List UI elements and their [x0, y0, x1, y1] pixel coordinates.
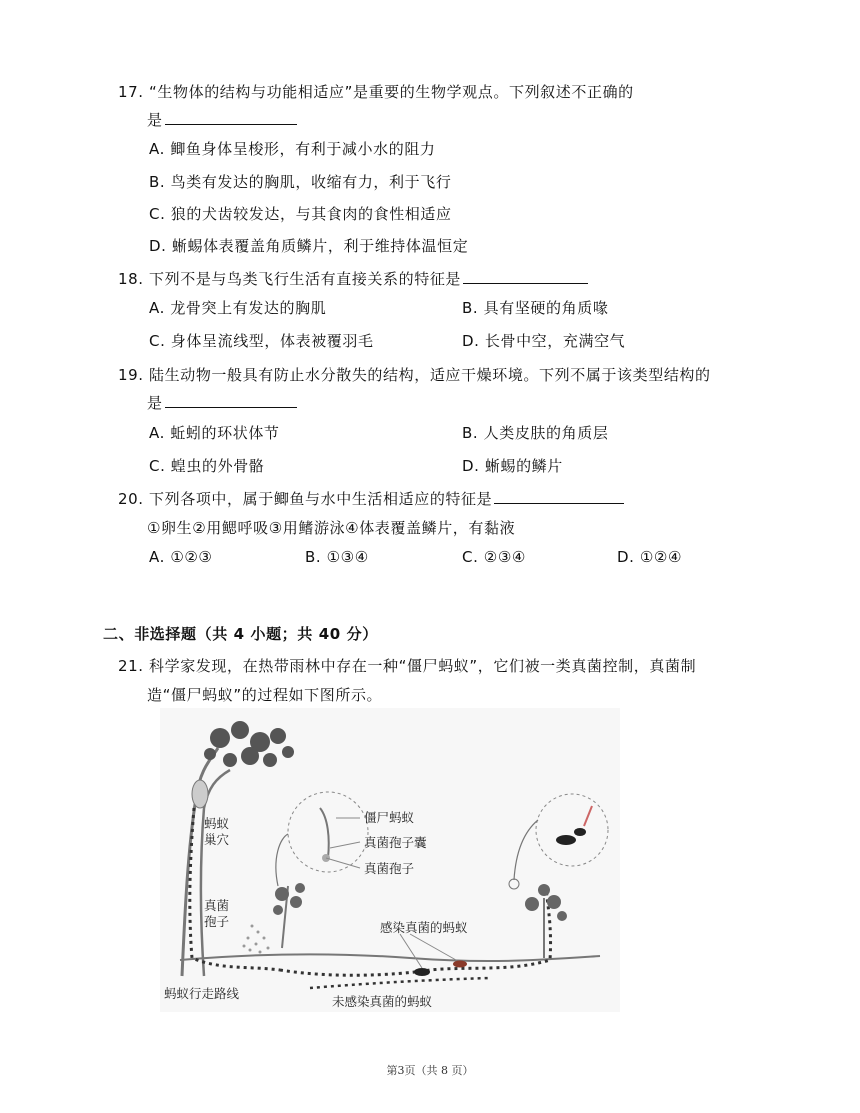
q20-answer-blank[interactable] [494, 489, 624, 504]
label-spore-sac: 真菌孢子囊 [364, 835, 427, 850]
q18-option-a: A. 龙骨突上有发达的胸肌 [149, 299, 327, 317]
q17-option-b: B. 鸟类有发达的胸肌，收缩有力，利于飞行 [149, 173, 452, 191]
q20-option-b: B. ①③④ [305, 548, 369, 566]
section2-title: 二、非选择题（共 4 小题；共 40 分） [103, 625, 378, 643]
q17-option-a: A. 鲫鱼身体呈梭形，有利于减小水的阻力 [149, 140, 436, 158]
q17-stem-line1: 17. “生物体的结构与功能相适应”是重要的生物学观点。下列叙述不正确的 [118, 83, 634, 101]
q19-answer-blank[interactable] [165, 393, 297, 408]
q19-option-c: C. 蝗虫的外骨骼 [149, 457, 265, 475]
page-footer: 第3页（共 8 页） [386, 1064, 474, 1077]
label-zombie-ant: 僵尸蚂蚁 [364, 810, 415, 825]
figure-illustration [160, 708, 620, 1012]
q18-option-b: B. 具有坚硬的角质喙 [462, 299, 609, 317]
q21-stem-line2: 造“僵尸蚂蚁”的过程如下图所示。 [147, 686, 383, 704]
q21-stem-line1: 21. 科学家发现，在热带雨林中存在一种“僵尸蚂蚁”，它们被一类真菌控制，真菌制 [118, 657, 697, 675]
q18-option-c: C. 身体呈流线型，体表被覆羽毛 [149, 332, 374, 350]
q20-stem-text: 20. 下列各项中，属于鲫鱼与水中生活相适应的特征是 [118, 490, 493, 508]
label-ant-path: 蚂蚁行走路线 [164, 986, 240, 1001]
label-infected-ant: 感染真菌的蚂蚁 [380, 920, 468, 935]
q19-stem-line2 [147, 393, 297, 413]
q20-option-d: D. ①②④ [617, 548, 683, 566]
q20-stem [118, 489, 624, 509]
q19-option-b: B. 人类皮肤的角质层 [462, 424, 609, 442]
q17-option-c: C. 狼的犬齿较发达，与其食肉的食性相适应 [149, 205, 452, 223]
q20-option-c: C. ②③④ [462, 548, 526, 566]
q17-stem-line2 [147, 110, 297, 130]
q20-items: ①卵生②用鳃呼吸③用鳍游泳④体表覆盖鳞片，有黏液 [147, 519, 516, 537]
q18-answer-blank[interactable] [463, 269, 588, 284]
q20-option-a: A. ①②③ [149, 548, 213, 566]
q17-stem-text: 是 [147, 111, 163, 129]
label-ant-nest: 蚂蚁 巢穴 [204, 816, 230, 847]
q17-option-d: D. 蜥蜴体表覆盖角质鳞片，利于维持体温恒定 [149, 237, 469, 255]
q19-option-d: D. 蜥蜴的鳞片 [462, 457, 563, 475]
q18-stem [118, 269, 588, 289]
q19-stem-text: 是 [147, 394, 163, 412]
q18-option-d: D. 长骨中空，充满空气 [462, 332, 626, 350]
q19-option-a: A. 蚯蚓的环状体节 [149, 424, 280, 442]
q18-stem-text: 18. 下列不是与鸟类飞行生活有直接关系的特征是 [118, 270, 462, 288]
label-fungal-spore: 真菌孢子 [364, 861, 415, 876]
zombie-ant-figure [160, 708, 620, 1012]
q17-answer-blank[interactable] [165, 110, 297, 125]
label-falling-spores: 真菌 孢子 [204, 898, 230, 929]
q19-stem-line1: 19. 陆生动物一般具有防止水分散失的结构，适应干燥环境。下列不属于该类型结构的 [118, 366, 711, 384]
label-uninfected-ant: 未感染真菌的蚂蚁 [332, 994, 433, 1009]
